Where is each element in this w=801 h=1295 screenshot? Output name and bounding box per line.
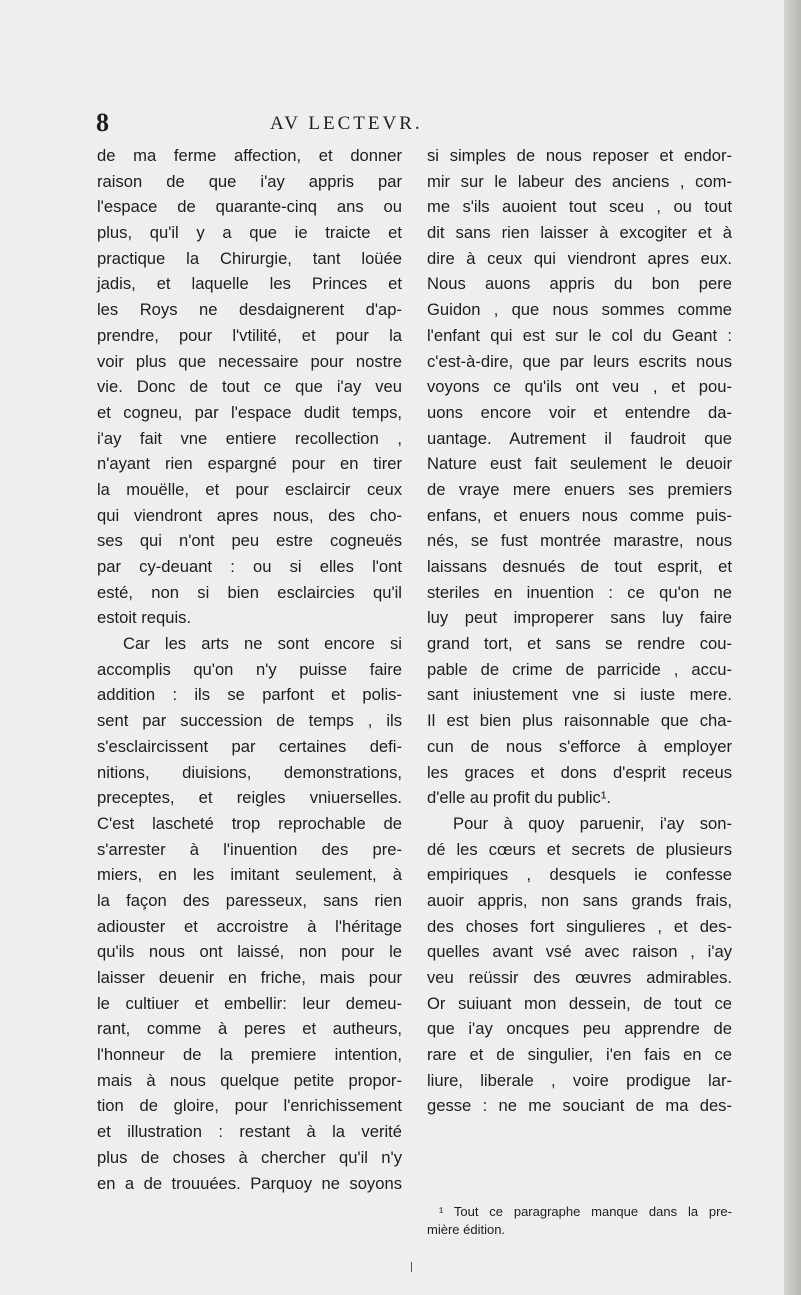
- text-line: laissans desnués de tout esprit, et: [427, 557, 732, 576]
- text-line: cun de nous s'efforce à employer: [427, 736, 732, 756]
- text-line: steriles en inuention : ce qu'on ne: [427, 582, 732, 602]
- text-line: practique la Chirurgie, tant loüée: [97, 248, 402, 268]
- text-line: mir sur le labeur des anciens , com-: [427, 171, 732, 191]
- text-line: gesse : ne me souciant de ma des-: [427, 1096, 732, 1116]
- text-line: s'esclaircissent par certaines defi-: [97, 736, 402, 756]
- text-line: rare et de singulier, i'en fais en ce: [427, 1045, 732, 1065]
- text-line: dé les cœurs et secrets de plusieurs: [427, 839, 732, 859]
- page-edge-shadow: [784, 0, 801, 1295]
- text-line: les graces et dons d'esprit receus: [427, 762, 732, 782]
- text-line: l'enfant qui est sur le col du Geant :: [427, 325, 732, 345]
- text-line: voir plus que necessaire pour nostre: [97, 351, 402, 371]
- text-line: rant, comme à peres et autheurs,: [97, 1019, 402, 1039]
- text-line: que i'ay oncques peu apprendre de: [427, 1019, 732, 1039]
- footnote: [427, 1203, 732, 1239]
- text-line: s'arrester à l'inuention des pre-: [97, 839, 402, 859]
- text-line: qu'ils nous ont laissé, non pour le: [97, 942, 402, 962]
- text-line: Or suiuant mon dessein, de tout ce: [427, 993, 732, 1013]
- text-line: liure, liberale , voire prodigue lar-: [427, 1070, 732, 1090]
- text-line: tion de gloire, pour l'enrichissement: [97, 1096, 402, 1116]
- text-line: empiriques , desquels ie confesse: [427, 865, 732, 885]
- text-line: veu reüssir des œuvres admirables.: [427, 968, 732, 987]
- text-line: voyons ce qu'ils ont veu , et pou-: [427, 377, 732, 397]
- text-line: vie. Donc de tout ce que i'ay veu: [97, 377, 402, 397]
- footnote-line: mière édition.: [427, 1222, 506, 1237]
- text-line: d'elle au profit du public¹.: [427, 788, 611, 808]
- text-line: Guidon , que nous sommes comme: [427, 300, 732, 320]
- left-column: [97, 143, 402, 1196]
- text-line: l'honneur de la premiere intention,: [97, 1045, 402, 1065]
- text-line: i'ay fait vne entiere recollection ,: [97, 428, 402, 448]
- text-line: grand tort, et sans se rendre cou-: [427, 634, 732, 654]
- text-line: uantage. Autrement il faudroit que: [427, 428, 732, 448]
- text-line: de ma ferme affection, et donner: [97, 146, 402, 165]
- text-line: la mouëlle, et pour esclaircir ceux: [97, 479, 402, 499]
- column-divider: [411, 1262, 412, 1272]
- text-line: esté, non si bien esclaircies qu'il: [97, 582, 402, 602]
- text-line: me s'ils auoient tout sceu , ou tout: [427, 197, 732, 217]
- text-line: mais à nous quelque petite propor-: [97, 1070, 402, 1090]
- text-line: accomplis qu'on n'y puisse faire: [97, 659, 402, 679]
- text-line: n'ayant rien espargné pour en tirer: [97, 454, 402, 474]
- text-line: Pour à quoy paruenir, i'ay son-: [453, 813, 732, 833]
- footnote-line: ¹ Tout ce paragraphe manque dans la pre-: [439, 1204, 732, 1219]
- text-line: dire à ceux qui viendront apres eux.: [427, 248, 732, 268]
- text-line: Il est bien plus raisonnable que cha-: [427, 711, 732, 731]
- text-line: raison de que i'ay appris par: [97, 171, 402, 191]
- text-line: jadis, et laquelle les Princes et: [97, 274, 402, 294]
- text-line: estoit requis.: [97, 608, 192, 628]
- text-line: sant iniustement vne si iuste mere.: [427, 685, 732, 705]
- text-line: nitions, diuisions, demonstrations,: [97, 762, 402, 782]
- running-head: [0, 108, 801, 138]
- text-line: enfans, et enuers nous comme puis-: [427, 505, 732, 525]
- text-line: Nous auons appris du bon pere: [427, 274, 732, 294]
- text-line: l'espace de quarante-cinq ans ou: [97, 197, 402, 217]
- text-line: la façon des paresseux, sans rien: [97, 890, 402, 910]
- text-line: les Roys ne desdaignerent d'ap-: [97, 300, 402, 320]
- text-line: c'est-à-dire, que par leurs escrits nous: [427, 351, 732, 371]
- text-line: par cy-deuant : ou si elles l'ont: [97, 557, 402, 576]
- text-line: plus de choses à chercher qu'il n'y: [97, 1147, 402, 1167]
- text-line: qui viendront apres nous, des cho-: [97, 505, 402, 525]
- right-column: [427, 143, 732, 1119]
- text-line: quelles avant vsé avec raison , i'ay: [427, 942, 732, 962]
- page-number: 8: [96, 108, 109, 137]
- text-line: le cultiuer et embellir: leur demeu-: [97, 993, 402, 1013]
- text-line: ses qui n'ont peu estre cogneuës: [97, 531, 402, 551]
- text-line: preceptes, et reigles vniuerselles.: [97, 788, 402, 808]
- text-line: C'est lascheté trop reprochable de: [97, 813, 402, 833]
- text-line: adiouster et accroistre à l'héritage: [97, 916, 402, 936]
- text-line: si simples de nous reposer et endor-: [427, 146, 732, 165]
- text-line: plus, qu'il y a que ie traicte et: [97, 223, 402, 243]
- text-line: Nature eust fait seulement le deuoir: [427, 454, 732, 474]
- text-line: Car les arts ne sont encore si: [123, 634, 402, 654]
- text-line: auoir appris, non sans grands frais,: [427, 890, 732, 910]
- text-line: dit sans rien laisser à excogiter et à: [427, 223, 732, 243]
- text-line: sent par succession de temps , ils: [97, 711, 402, 731]
- text-line: nés, se fust montrée marastre, nous: [427, 531, 732, 551]
- text-line: miers, en les imitant seulement, à: [97, 865, 402, 885]
- text-line: addition : ils se parfont et polis-: [97, 685, 402, 705]
- text-line: de vraye mere enuers ses premiers: [427, 479, 732, 499]
- text-line: des choses fort singulieres , et des-: [427, 916, 732, 936]
- text-line: uons encore voir et entendre da-: [427, 402, 732, 422]
- text-line: en a de trouuées. Parquoy ne soyons: [97, 1173, 402, 1193]
- running-title: AV LECTEVR.: [270, 113, 423, 134]
- text-line: prendre, pour l'vtilité, et pour la: [97, 325, 402, 345]
- text-line: luy peut improperer sans luy faire: [427, 608, 732, 628]
- text-line: et cogneu, par l'espace dudit temps,: [97, 402, 402, 422]
- text-line: pable de crime de parricide , accu-: [427, 659, 732, 679]
- text-line: et illustration : restant à la verité: [97, 1122, 402, 1142]
- text-line: laisser deuenir en friche, mais pour: [97, 968, 402, 987]
